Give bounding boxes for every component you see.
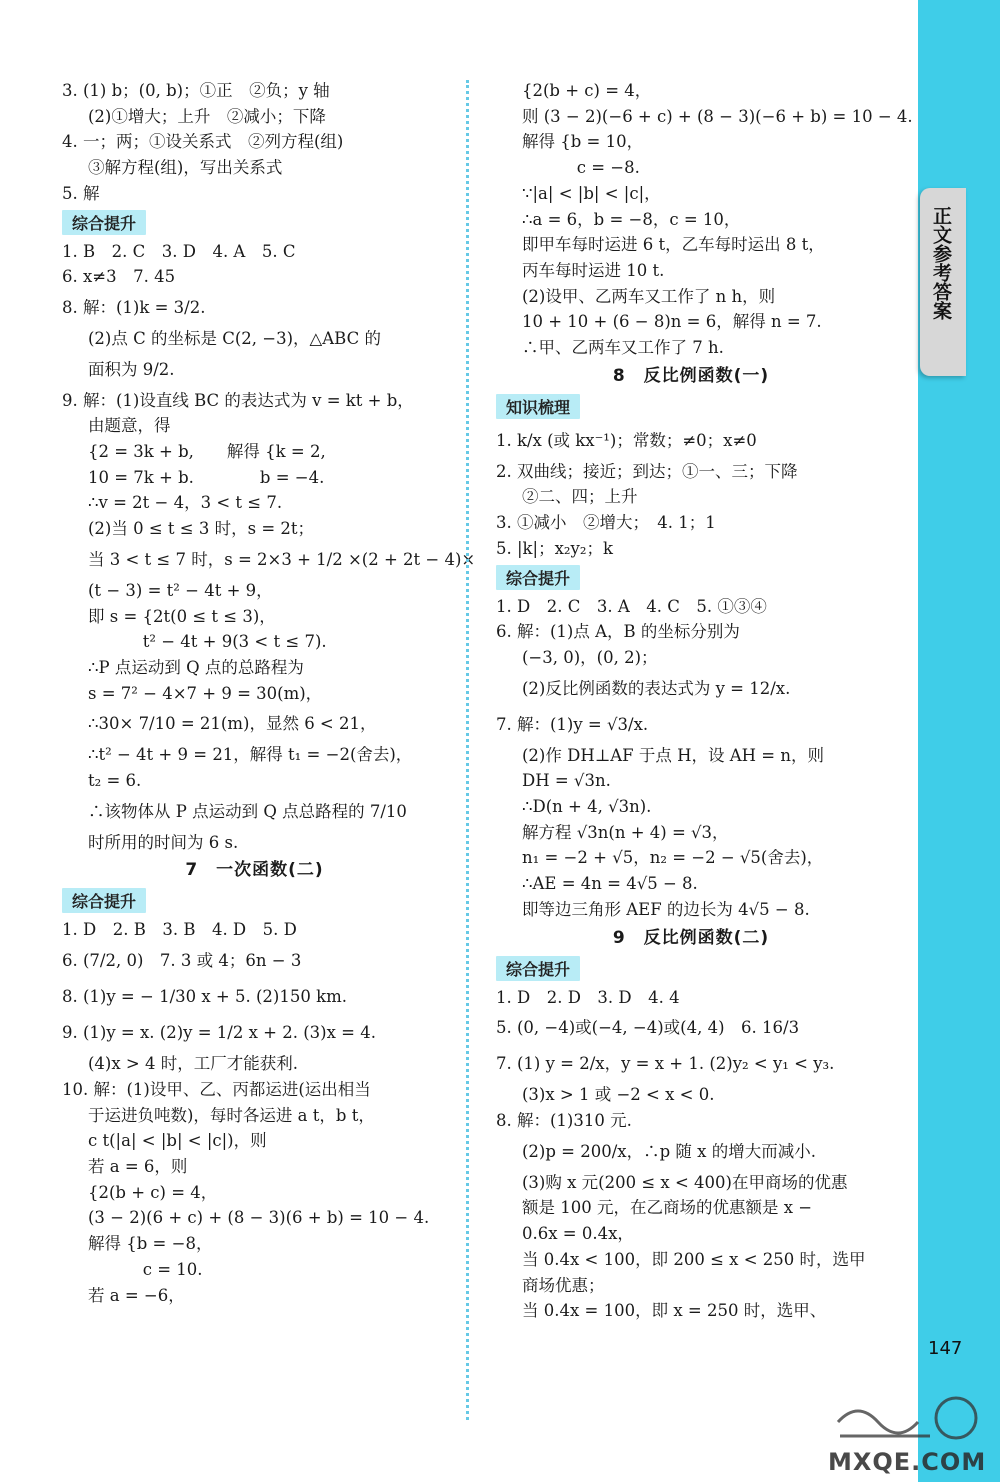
section-tag: 综合提升 (496, 956, 580, 981)
answer-line: 则 (3 − 2)(−6 + c) + (8 − 3)(−6 + b) = 10 − 4. (522, 106, 913, 126)
answer-line: ∴D(n + 4, √3n). (522, 797, 652, 817)
answer-line: 0.6x = 0.4x， (522, 1224, 634, 1244)
watermark-text: MXQE.COM (828, 1448, 987, 1476)
answer-line: 9. (1)y = x. (2)y = 1/2 x + 2. (3)x = 4. (62, 1023, 376, 1043)
section-tag-row (496, 953, 886, 985)
answer-line: 额是 100 元，在乙商场的优惠额是 x − (522, 1198, 813, 1218)
answer-line: 7. 解：(1)y = √3/x. (496, 714, 649, 734)
answer-line: (2)作 DH⊥AF 于点 H，设 AH = n，则 (522, 745, 824, 765)
answer-line: n₁ = −2 + √5，n₂ = −2 − √5(舍去)， (522, 848, 824, 868)
answer-line: 6. x≠3 7. 45 (62, 267, 176, 287)
answer-line: (3)购 x 元(200 ≤ x < 400)在甲商场的优惠 (522, 1172, 848, 1192)
answer-line: 5. 解 (62, 183, 100, 203)
answer-line: 2. 双曲线；接近；到达；①一、三；下降 (496, 461, 798, 481)
answer-line: (2)反比例函数的表达式为 y = 12/x. (522, 678, 791, 698)
answer-line: 即等边三角形 AEF 的边长为 4√5 − 8. (522, 899, 810, 919)
answer-line: 商场优惠； (522, 1275, 605, 1295)
answer-line: (t − 3) = t² − 4t + 9， (88, 580, 273, 600)
answer-line: 当 0.4x = 100，即 x = 250 时，选甲、 (522, 1301, 827, 1321)
answer-line: 解方程 √3n(n + 4) = √3， (522, 822, 729, 842)
answer-line: (−3, 0)，(0, 2)； (522, 647, 658, 667)
section-tag: 综合提升 (62, 888, 146, 913)
answer-line: (3 − 2)(6 + c) + (8 − 3)(6 + b) = 10 − 4. (88, 1208, 430, 1228)
sidebar-label: 正文参考答案 (930, 206, 952, 320)
answer-line: 时所用的时间为 6 s. (88, 832, 239, 852)
answer-line: 1. B 2. C 3. D 4. A 5. C (62, 241, 296, 261)
answer-line: t₂ = 6. (88, 771, 142, 791)
answer-line: 10 = 7k + b. b = −4. (88, 467, 325, 487)
section-tag: 知识梳理 (496, 394, 580, 419)
section-tag-row (62, 207, 447, 239)
answer-line: 5. |k|；x₂y₂；k (496, 538, 613, 558)
answer-line: ∴甲、乙两车又工作了 7 h. (522, 338, 724, 358)
answer-line: 10 + 10 + (6 − 8)n = 6，解得 n = 7. (522, 312, 822, 332)
answer-line: ③解方程(组)，写出关系式 (88, 158, 283, 178)
answer-line: ∴v = 2t − 4，3 < t ≤ 7. (88, 493, 283, 513)
answer-line: 即甲车每时运进 6 t，乙车每时运出 8 t， (522, 235, 825, 255)
answer-line: 当 0.4x < 100，即 200 ≤ x < 250 时，选甲 (522, 1249, 866, 1269)
answer-line: ∴a = 6，b = −8，c = 10， (522, 209, 741, 229)
answer-line: 由题意，得 (88, 416, 171, 436)
answer-line: ∴P 点运动到 Q 点的总路程为 (88, 657, 304, 677)
answer-line: 9. 解：(1)设直线 BC 的表达式为 v = kt + b， (62, 390, 414, 410)
answer-line: (2)当 0 ≤ t ≤ 3 时，s = 2t； (88, 519, 315, 539)
answer-line: ∴t² − 4t + 9 = 21，解得 t₁ = −2(舍去)， (88, 745, 413, 765)
answer-line: 于运进负吨数)，每时各运进 a t，b t， (88, 1105, 375, 1125)
answer-line: 即 s = {2t(0 ≤ t ≤ 3)， (88, 606, 276, 626)
answer-line: 若 a = 6，则 (88, 1156, 188, 1176)
answer-line: 1. D 2. C 3. A 4. C 5. ①③④ (496, 596, 767, 616)
answer-line: 8. 解：(1)k = 3/2. (62, 297, 206, 317)
answer-line: t² − 4t + 9(3 < t ≤ 7). (88, 632, 327, 652)
answer-line: 1. D 2. D 3. D 4. 4 (496, 987, 680, 1007)
answer-line: (2)p = 200/x，∴p 随 x 的增大而减小. (522, 1141, 816, 1161)
answer-line: c t(|a| < |b| < |c|)，则 (88, 1131, 267, 1151)
answer-line: (3)x > 1 或 −2 < x < 0. (522, 1085, 715, 1105)
answer-line: (2)设甲、乙两车又工作了 n h，则 (522, 286, 776, 306)
answer-line: 6. (7/2, 0) 7. 3 或 4；6n − 3 (62, 951, 302, 971)
answer-line: DH = √3n. (522, 771, 611, 791)
answer-line: 当 3 < t ≤ 7 时，s = 2×3 + 1/2 ×(2 + 2t − 4)× (88, 549, 476, 569)
answer-line: ∴30× 7/10 = 21(m)，显然 6 < 21， (88, 714, 377, 734)
section-tag-row (496, 391, 886, 423)
answer-line: (2)点 C 的坐标是 C(2, −3)，△ABC 的 (88, 328, 381, 348)
answer-line: 若 a = −6， (88, 1285, 185, 1305)
answer-line: 6. 解：(1)点 A，B 的坐标分别为 (496, 622, 740, 642)
answer-line: c = 10. (88, 1259, 203, 1279)
answer-line: {2(b + c) = 4， (522, 81, 652, 100)
answer-line: ∴该物体从 P 点运动到 Q 点总路程的 7/10 (88, 801, 407, 821)
chapter-heading: 9 反比例函数(二) (612, 927, 770, 948)
answer-line: {2(b + c) = 4， (88, 1182, 218, 1202)
answer-line: ∵|a| < |b| < |c|， (522, 183, 661, 203)
column-divider (466, 80, 469, 1420)
answer-line: 8. 解：(1)310 元. (496, 1110, 632, 1130)
right-column (496, 78, 913, 1324)
answer-line: 解得 {b = 10， (522, 132, 644, 152)
answer-line: 解得 {b = −8， (88, 1234, 213, 1254)
section-tag: 综合提升 (62, 210, 146, 235)
answer-line: ②二、四；上升 (522, 487, 638, 507)
answer-line: 1. D 2. B 3. B 4. D 5. D (62, 920, 297, 940)
answer-line: 丙车每时运进 10 t. (522, 260, 665, 280)
answer-line: 4. 一；两；①设关系式 ②列方程(组) (62, 132, 344, 152)
answer-line: 5. (0, −4)或(−4, −4)或(4, 4) 6. 16/3 (496, 1018, 800, 1038)
left-column (62, 78, 476, 1308)
answer-line: (4)x > 4 时，工厂才能获利. (88, 1054, 298, 1074)
answer-line: ∴AE = 4n = 4√5 − 8. (522, 874, 698, 894)
answer-line: c = −8. (522, 158, 640, 178)
chapter-heading: 7 一次函数(二) (185, 860, 324, 881)
answer-line: 10. 解：(1)设甲、乙、丙都运进(运出相当 (62, 1079, 371, 1099)
answer-line: 1. k/x (或 kx⁻¹)；常数；≠0；x≠0 (496, 430, 757, 450)
answer-line: 3. (1) b；(0, b)；①正 ②负；y 轴 (62, 81, 330, 100)
section-tag-row (496, 562, 886, 594)
answer-line: 3. ①减小 ②增大； 4. 1；1 (496, 513, 716, 533)
answer-line: (2)①增大；上升 ②减小；下降 (88, 106, 326, 126)
page-number: 147 (928, 1338, 963, 1359)
chapter-heading: 8 反比例函数(一) (612, 365, 770, 386)
answer-line: 7. (1) y = 2/x，y = x + 1. (2)y₂ < y₁ < y₃. (496, 1054, 835, 1074)
answer-line: 面积为 9/2. (88, 359, 175, 379)
section-tag-row (62, 885, 447, 917)
answer-line: {2 = 3k + b, 解得 {k = 2, (88, 442, 326, 462)
answer-line: 8. (1)y = − 1/30 x + 5. (2)150 km. (62, 987, 347, 1007)
answer-line: s = 7² − 4×7 + 9 = 30(m)， (88, 683, 323, 703)
section-tag: 综合提升 (496, 565, 580, 590)
